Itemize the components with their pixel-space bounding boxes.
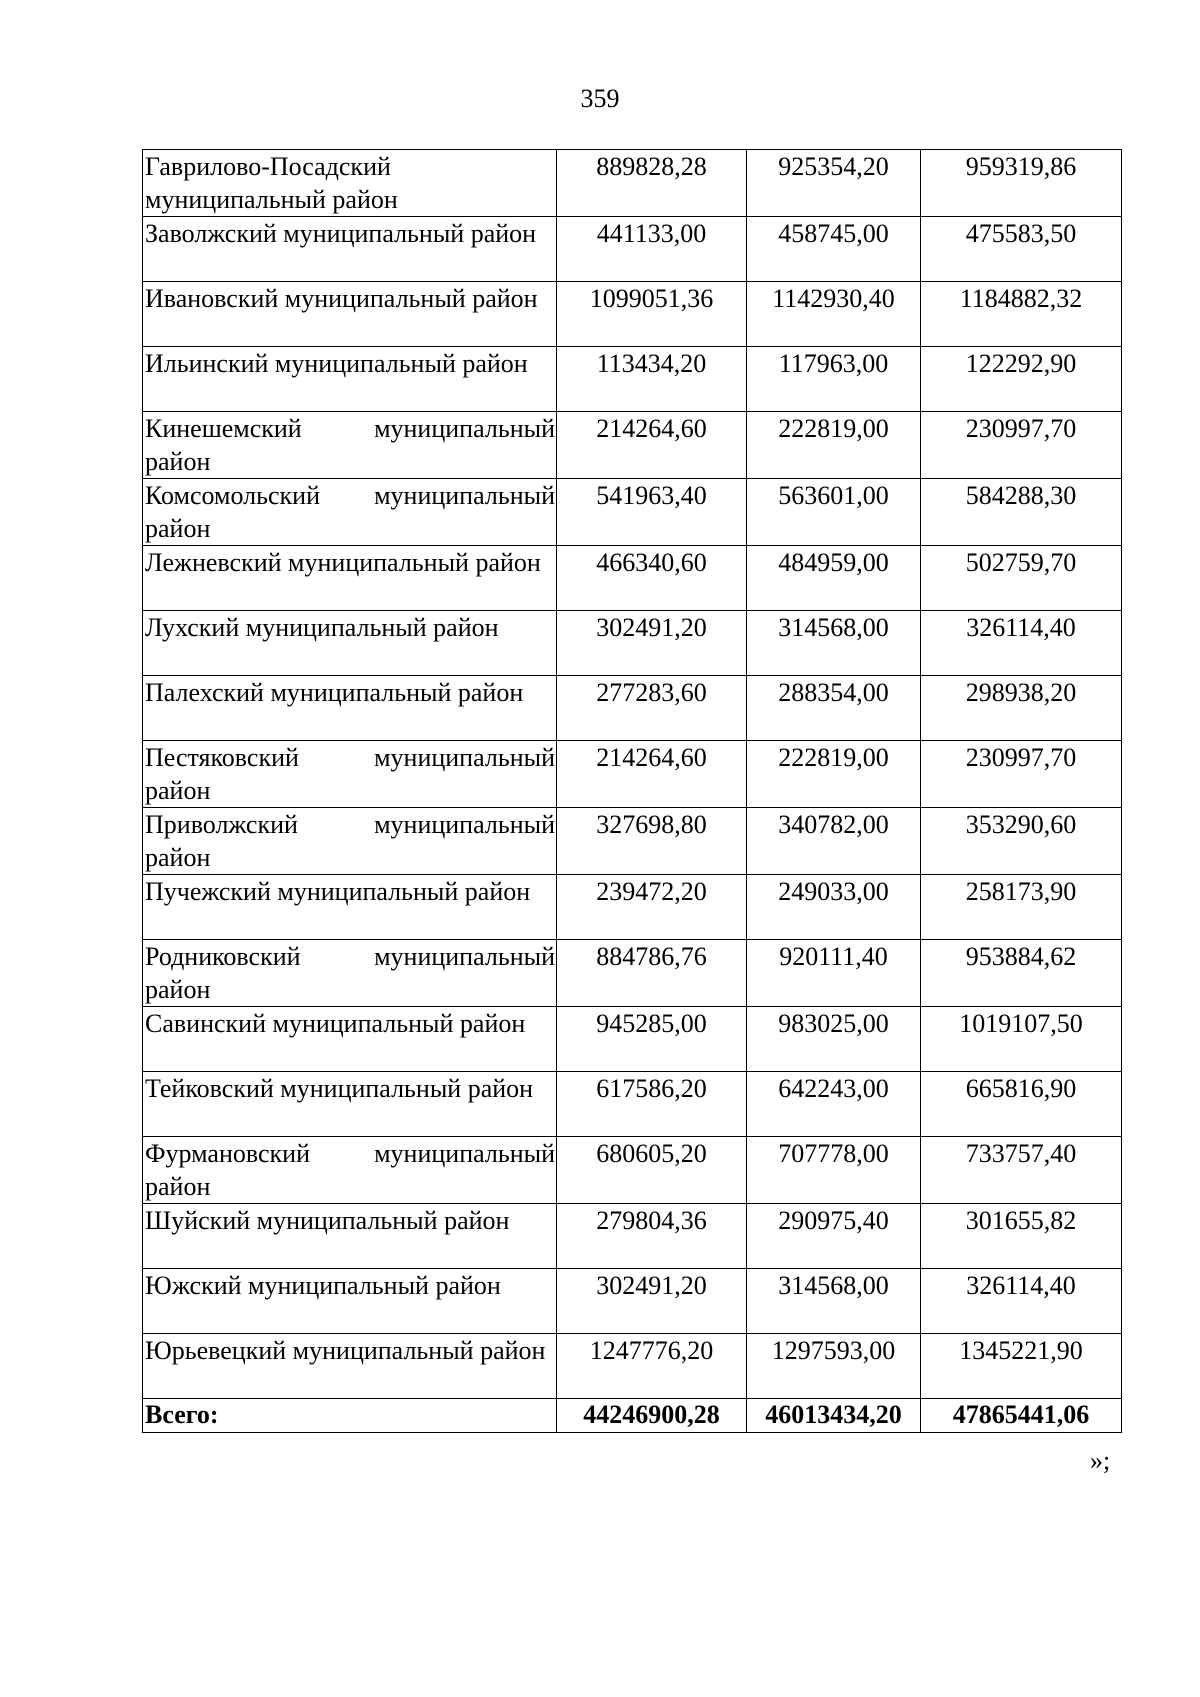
district-name: Заволжский муниципальный район: [143, 217, 557, 282]
value-year-3: 665816,90: [921, 1072, 1122, 1137]
value-year-2: 314568,00: [747, 611, 921, 676]
table-row: [143, 1072, 1122, 1137]
value-year-3: 353290,60: [921, 808, 1122, 875]
total-label: Всего:: [143, 1399, 557, 1433]
value-year-1: 279804,36: [557, 1204, 747, 1269]
district-name: Фурмановский муниципальный район: [143, 1137, 557, 1204]
table-row: [143, 1007, 1122, 1072]
value-year-1: 617586,20: [557, 1072, 747, 1137]
district-name: Гаврилово-Посадский муниципальный район: [143, 150, 557, 217]
value-year-3: 953884,62: [921, 940, 1122, 1007]
district-name: Пестяковский муниципальный район: [143, 741, 557, 808]
value-year-2: 1142930,40: [747, 282, 921, 347]
value-year-3: 959319,86: [921, 150, 1122, 217]
table-row: [143, 282, 1122, 347]
table-row: [143, 1334, 1122, 1399]
district-name: Савинский муниципальный район: [143, 1007, 557, 1072]
district-name: Южский муниципальный район: [143, 1269, 557, 1334]
district-name: Пучежский муниципальный район: [143, 875, 557, 940]
budget-table: [142, 149, 1122, 1433]
value-year-1: 680605,20: [557, 1137, 747, 1204]
value-year-2: 983025,00: [747, 1007, 921, 1072]
district-name: Родниковский муниципальный район: [143, 940, 557, 1007]
value-year-2: 290975,40: [747, 1204, 921, 1269]
table-row: [143, 479, 1122, 546]
total-row: [143, 1399, 1122, 1433]
value-year-2: 925354,20: [747, 150, 921, 217]
value-year-1: 1247776,20: [557, 1334, 747, 1399]
value-year-3: 122292,90: [921, 347, 1122, 412]
value-year-1: 302491,20: [557, 611, 747, 676]
value-year-1: 945285,00: [557, 1007, 747, 1072]
table-row: [143, 217, 1122, 282]
total-year-2: 46013434,20: [747, 1399, 921, 1433]
table-row: [143, 676, 1122, 741]
table-row: [143, 1204, 1122, 1269]
value-year-3: 475583,50: [921, 217, 1122, 282]
table-row: [143, 1269, 1122, 1334]
value-year-2: 458745,00: [747, 217, 921, 282]
value-year-1: 889828,28: [557, 150, 747, 217]
value-year-2: 314568,00: [747, 1269, 921, 1334]
table-row: [143, 1137, 1122, 1204]
district-name: Кинешемский муниципальный район: [143, 412, 557, 479]
value-year-3: 1019107,50: [921, 1007, 1122, 1072]
district-name: Палехский муниципальный район: [143, 676, 557, 741]
value-year-2: 222819,00: [747, 741, 921, 808]
value-year-2: 642243,00: [747, 1072, 921, 1137]
district-name: Тейковский муниципальный район: [143, 1072, 557, 1137]
district-name: Лухский муниципальный район: [143, 611, 557, 676]
value-year-3: 258173,90: [921, 875, 1122, 940]
value-year-1: 214264,60: [557, 741, 747, 808]
total-year-3: 47865441,06: [921, 1399, 1122, 1433]
value-year-1: 302491,20: [557, 1269, 747, 1334]
value-year-1: 214264,60: [557, 412, 747, 479]
value-year-2: 222819,00: [747, 412, 921, 479]
value-year-2: 707778,00: [747, 1137, 921, 1204]
value-year-2: 920111,40: [747, 940, 921, 1007]
value-year-3: 298938,20: [921, 676, 1122, 741]
value-year-1: 1099051,36: [557, 282, 747, 347]
value-year-2: 484959,00: [747, 546, 921, 611]
value-year-3: 733757,40: [921, 1137, 1122, 1204]
table-row: [143, 611, 1122, 676]
value-year-2: 249033,00: [747, 875, 921, 940]
value-year-3: 326114,40: [921, 611, 1122, 676]
district-name: Ивановский муниципальный район: [143, 282, 557, 347]
value-year-2: 1297593,00: [747, 1334, 921, 1399]
value-year-1: 239472,20: [557, 875, 747, 940]
value-year-2: 563601,00: [747, 479, 921, 546]
value-year-1: 327698,80: [557, 808, 747, 875]
value-year-3: 326114,40: [921, 1269, 1122, 1334]
district-name: Шуйский муниципальный район: [143, 1204, 557, 1269]
value-year-3: 1345221,90: [921, 1334, 1122, 1399]
budget-table-body: [143, 150, 1122, 1433]
value-year-3: 584288,30: [921, 479, 1122, 546]
table-row: [143, 347, 1122, 412]
district-name: Юрьевецкий муниципальный район: [143, 1334, 557, 1399]
value-year-2: 340782,00: [747, 808, 921, 875]
table-row: [143, 808, 1122, 875]
district-name: Комсомольский муниципальный район: [143, 479, 557, 546]
district-name: Лежневский муниципальный район: [143, 546, 557, 611]
value-year-1: 541963,40: [557, 479, 747, 546]
value-year-2: 288354,00: [747, 676, 921, 741]
table-row: [143, 412, 1122, 479]
value-year-3: 502759,70: [921, 546, 1122, 611]
value-year-1: 113434,20: [557, 347, 747, 412]
table-row: [143, 741, 1122, 808]
total-year-1: 44246900,28: [557, 1399, 747, 1433]
value-year-2: 117963,00: [747, 347, 921, 412]
table-row: [143, 875, 1122, 940]
page-number: 359: [580, 84, 620, 113]
district-name: Ильинский муниципальный район: [143, 347, 557, 412]
closing-quote-mark: »;: [1090, 1446, 1111, 1475]
table-row: [143, 546, 1122, 611]
value-year-1: 884786,76: [557, 940, 747, 1007]
value-year-3: 301655,82: [921, 1204, 1122, 1269]
value-year-1: 441133,00: [557, 217, 747, 282]
value-year-3: 230997,70: [921, 412, 1122, 479]
district-name: Приволжский муниципальный район: [143, 808, 557, 875]
value-year-3: 1184882,32: [921, 282, 1122, 347]
table-row: [143, 150, 1122, 217]
value-year-1: 277283,60: [557, 676, 747, 741]
value-year-1: 466340,60: [557, 546, 747, 611]
value-year-3: 230997,70: [921, 741, 1122, 808]
table-row: [143, 940, 1122, 1007]
